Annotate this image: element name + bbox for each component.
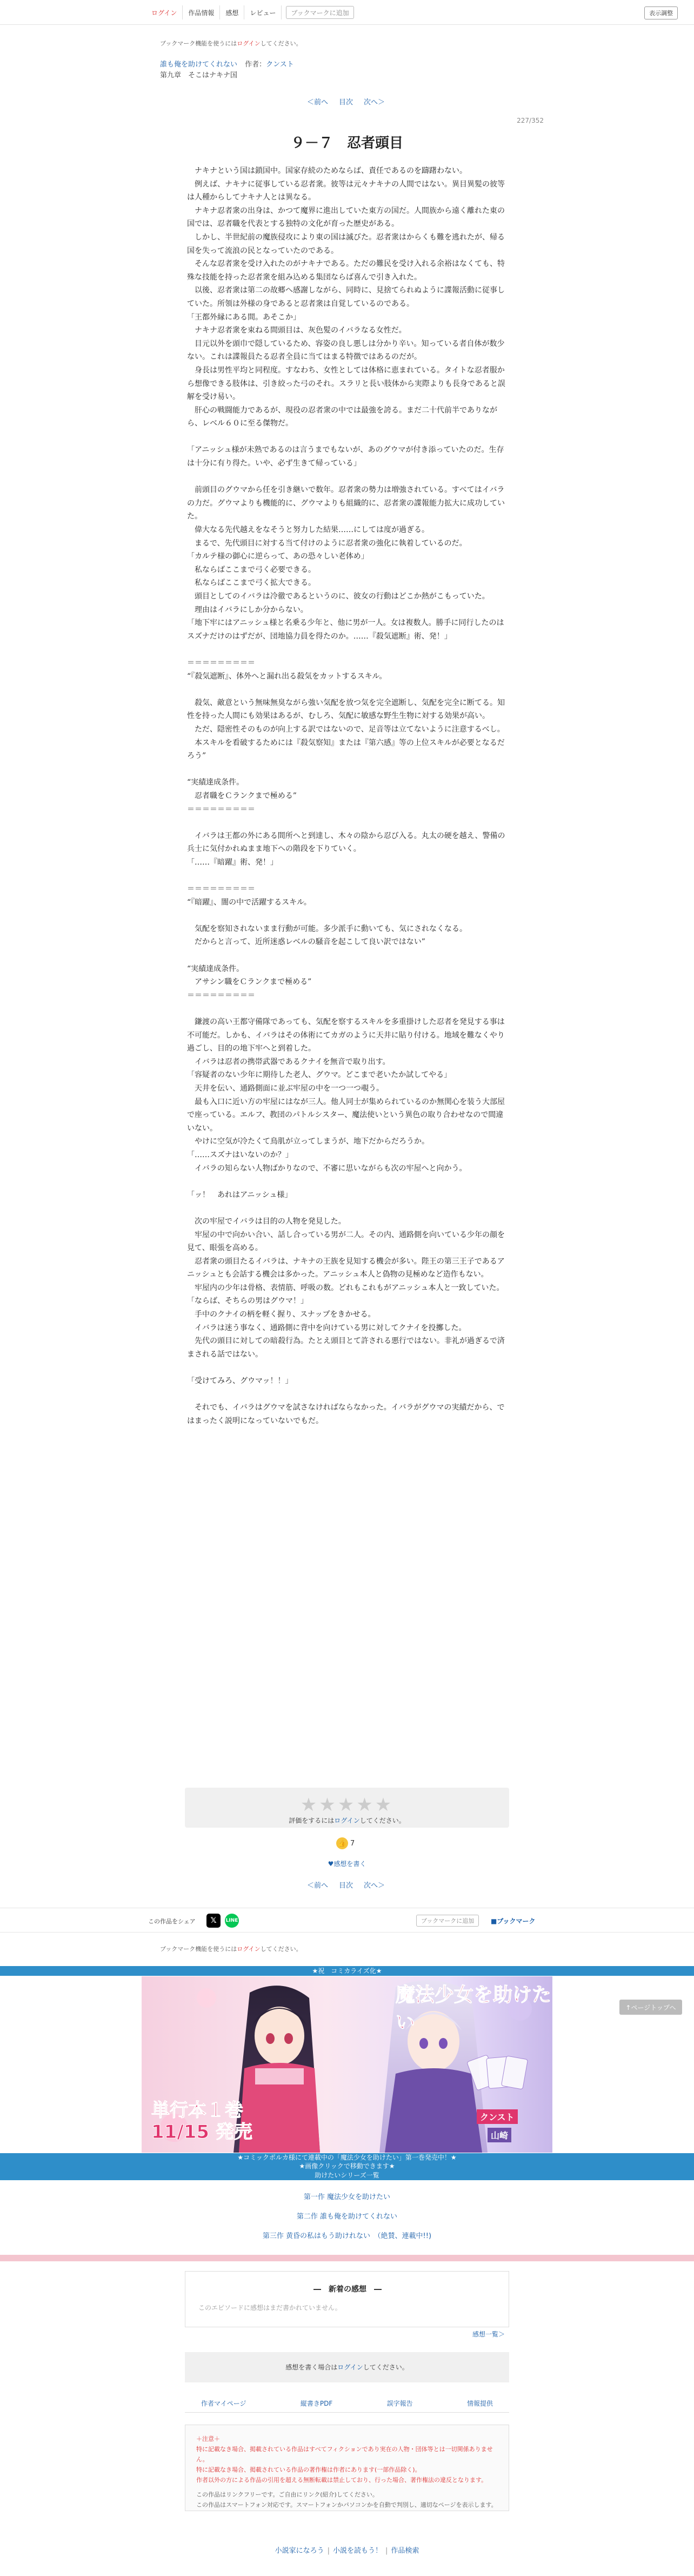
body-paragraph: 私ならばここまで弓く拡大できる。 bbox=[187, 579, 316, 588]
author-mypage-link[interactable]: 作者マイページ bbox=[201, 2400, 246, 2407]
bookmark-link[interactable]: ■ブックマーク bbox=[491, 1917, 536, 1925]
share-label: この作品をシェア bbox=[148, 1918, 196, 1925]
body-paragraph: 「……スズナはいないのか？」 bbox=[187, 1150, 293, 1159]
page-top-button[interactable]: ↑ページトップへ bbox=[619, 2000, 682, 2015]
body-paragraph: 「容疑者のない少年に期待した老人、グウマ。どこまで老いたか試してやる」 bbox=[187, 1071, 452, 1080]
body-paragraph bbox=[187, 816, 507, 829]
body-paragraph: 次の牢屋でイバラは目的の人物を発見した。 bbox=[187, 1217, 346, 1226]
rating-box bbox=[185, 1788, 509, 1828]
impressions-title: ― 新着の感想 ― bbox=[313, 2285, 382, 2294]
body-paragraph bbox=[187, 1175, 507, 1189]
impressions-box bbox=[185, 2271, 509, 2327]
tab-login[interactable]: ログイン bbox=[146, 5, 183, 19]
body-paragraph: 牢屋の中で向かい合い、話し合っている男が二人。その内、通路側を向いている少年の顔を見て、眼張を高める。 bbox=[187, 1230, 505, 1253]
body-paragraph: ナキナという国は鎖国中。国家存続のためならば、責任であるのを躊躇わない。 bbox=[187, 167, 467, 175]
series-info bbox=[160, 58, 294, 69]
body-paragraph: 鎌渡の高い王都守備隊であっても、気配を察するスキルを多重掛けした忍者を発見する事は不可能だ。しかも、イバラはその体術にてカガのように天井に貼り付ける。地域を難なくやり過ごし、目的の地下牢へと到着した。 bbox=[187, 1018, 505, 1053]
vertical-pdf-link[interactable]: 縦書きPDF bbox=[300, 2400, 333, 2407]
impression-login-link[interactable]: ログイン bbox=[337, 2363, 363, 2371]
rating-note bbox=[185, 1816, 509, 1825]
body-paragraph bbox=[187, 909, 507, 922]
caution-line: この作品はリンクフリーです。ご自由にリンク(紹介)してください。 bbox=[196, 2491, 378, 2498]
page-number: 227/352 bbox=[517, 117, 544, 124]
separator: | bbox=[385, 2547, 388, 2555]
series-item bbox=[0, 2230, 694, 2240]
body-paragraph bbox=[187, 643, 507, 656]
tab-reviews[interactable]: レビュー bbox=[244, 5, 282, 19]
body-paragraph: 天井を伝い、通路側面に並ぶ牢屋の中を一つ一つ覗う。 bbox=[187, 1084, 384, 1093]
next-link-bottom[interactable]: 次へ＞ bbox=[364, 1882, 385, 1890]
prev-link-bottom[interactable]: ＜前へ bbox=[307, 1882, 329, 1890]
body-paragraph: 「地下牢にはアニッシュ様と名乗る少年と、他に男が一人。女は複数人。勝手に同行したのはスズナだけのはずだが、団地協力員を得たのか。……『殺気遮断』術、発！」 bbox=[187, 619, 504, 641]
impressions-empty-text: このエピソードに感想はまだ書かれていません。 bbox=[198, 2304, 342, 2312]
separator: | bbox=[327, 2547, 330, 2555]
body-paragraph: 本スキルを看破するためには『殺気察知』または『第六感』等の上位スキルが必要となるだろう” bbox=[187, 738, 505, 761]
body-paragraph: イバラの知らない人物ばかりなので、不審に思いながらも次の牢屋へと向かう。 bbox=[187, 1164, 467, 1173]
caution-head: ＋注意＋ bbox=[196, 2435, 220, 2442]
body-paragraph: ただ、隠密性そのものが向上する訳ではないので、足音等は立てないように注意するべし。 bbox=[187, 725, 505, 734]
rating-note-prefix: 評価をするには bbox=[289, 1817, 335, 1824]
body-paragraph bbox=[187, 1388, 507, 1402]
body-paragraph: だからと言って、近所迷惑レベルの騒音を起こして良い訳ではない” bbox=[187, 938, 425, 947]
body-paragraph: 前頭目のグウマから任を引き継いで数年。忍者衆の勢力は増強されている。すべてはイバラの力だ。グウマよりも機能的に、グウマよりも組織的に、忍者衆の諜報能力拡大に成功していた。 bbox=[187, 486, 505, 521]
caution-line: 特に記載なき場合、掲載されている作品の著作権は作者にあります(一部作品除く)。 bbox=[196, 2466, 421, 2473]
body-paragraph bbox=[187, 1361, 507, 1375]
bookmark-notice-bottom-text: ブックマーク機能を使うには bbox=[160, 1946, 237, 1953]
bookmark-notice-text: ブックマーク機能を使うには bbox=[160, 40, 237, 47]
line-share-icon[interactable]: LINE bbox=[225, 1914, 239, 1928]
pager-top bbox=[307, 96, 385, 107]
body-paragraph: 偉大なる先代越えをなそうと努力した結果……にしては度が過ぎる。 bbox=[187, 526, 429, 535]
body-paragraph: “『暗躍』、闇の中で活躍するスキル。 bbox=[187, 898, 311, 907]
body-paragraph: イバラは忍者の携帯武器であるクナイを無音で取り出す。 bbox=[187, 1057, 390, 1066]
body-paragraph: 最も入口に近い方の牢屋にはなが三人。他人同士が集められているのか無関心を装う大部屋で座っている。エルフ、教団のパトルシスター、魔法使いという異色の取り合わせなので間違いない。 bbox=[187, 1097, 505, 1133]
prev-link[interactable]: ＜前へ bbox=[307, 98, 329, 107]
novel-body bbox=[187, 164, 507, 1428]
banner-artist: 山崎 bbox=[488, 2128, 511, 2142]
body-paragraph: そんな忍者衆を受け入れたのがナキナである。ただの難民を受け入れる余裕はなくても、特殊な技能を持った忍者衆を組み込める集団ならば喜んで引き入れた。 bbox=[187, 260, 505, 282]
body-paragraph: 頭目としてのイバラは冷徹であるというのに、彼女の行動はどこか熱がこもっていた。 bbox=[187, 592, 490, 601]
impression-write-prefix: 感想を書く場合は bbox=[285, 2363, 338, 2371]
bookmark-add-button-bottom[interactable]: ブックマークに追加 bbox=[416, 1915, 479, 1927]
body-paragraph: 手中のクナイの柄を軽く握り、スナップをきかせる。 bbox=[187, 1310, 376, 1319]
banner-caption-click: ★画像クリックで移動できます★ bbox=[0, 2162, 694, 2170]
impression-write-suffix: してください。 bbox=[363, 2363, 409, 2371]
like-count: 7 bbox=[350, 1839, 355, 1848]
bookmark-notice-bottom-login-link[interactable]: ログイン bbox=[237, 1946, 261, 1953]
impressions-all-link[interactable]: 感想一覧＞ bbox=[472, 2331, 505, 2338]
series-link-2[interactable]: 第二作 誰も俺を助けてくれない bbox=[296, 2213, 398, 2221]
body-paragraph: 私ならばここまで弓く必要できる。 bbox=[187, 565, 316, 574]
body-paragraph: 「王都外縁にある間。あそこか」 bbox=[187, 313, 301, 322]
rating-note-suffix: してください。 bbox=[359, 1817, 405, 1824]
series-title-link[interactable]: 誰も俺を助けてくれない bbox=[160, 61, 238, 69]
bookmark-notice-bottom-suffix: してください。 bbox=[260, 1946, 302, 1953]
caution-line: 作者以外の方による作品の引用を超える無断転載は禁止しており、行った場合、著作権法の違反となります。 bbox=[196, 2477, 488, 2484]
banner-author: クンスト bbox=[477, 2109, 518, 2124]
body-paragraph: “実績達成条件。 bbox=[187, 964, 244, 973]
banner-caption: ★コミックポルカ様にて連載中の「魔法少女を助けたい」第一巻発売中！★ bbox=[0, 2153, 694, 2162]
site-link-narou[interactable]: 小説家になろう bbox=[275, 2547, 324, 2555]
episode-title: ９－７ 忍者頭目 bbox=[290, 135, 403, 151]
caution-line: この作品はスマートフォン対応です。スマートフォンかパソコンかを自動で判別し、適切なページを表示します。 bbox=[196, 2501, 497, 2508]
body-paragraph: ＝＝＝＝＝＝＝＝＝ bbox=[187, 885, 255, 894]
bookmark-notice-suffix: してください。 bbox=[260, 40, 302, 47]
body-paragraph: イバラは王都の外にある間所へと到達し、木々の陰から忍び入る。丸太の硬を越え、警備の兵士に気付かれぬまま地下への階段を下りていく。 bbox=[187, 831, 505, 854]
rating-stars[interactable]: ★★★★★ bbox=[300, 1794, 394, 1816]
body-paragraph: しかし、半世紀前の魔族侵攻により東の国は滅びた。忍者衆はからくも難を逃れたが、帰る国を失って流浪の民となっていたのである。 bbox=[187, 233, 505, 255]
typo-report-link[interactable]: 誤字報告 bbox=[386, 2400, 413, 2407]
header-tabs bbox=[146, 5, 354, 19]
review-link-wrap bbox=[0, 1859, 694, 1868]
series-item bbox=[0, 2191, 694, 2201]
body-paragraph: 先代の頭目に対しての暗殺行為。たとえ頭目とて許される悪行ではない。非礼が過ぎるで済まされる話ではない。 bbox=[187, 1337, 505, 1359]
series-link-3[interactable]: 第三作 黄昏の私はもう助けれない （絶賛、連載中!!) bbox=[262, 2232, 432, 2240]
tab-impressions[interactable]: 感想 bbox=[220, 5, 244, 19]
comic-banner[interactable] bbox=[142, 1976, 552, 2153]
body-paragraph: 身長は男性平均と同程度。すなわち、女性としては体格に恵まれている。タイトな忍者服から想像できる肢体は、引き絞った弓のそれ。スラリと長い肢体から実際よりも長身であると誤解を受け易い。 bbox=[187, 366, 505, 402]
body-paragraph: 「カルテ様の御心に逆らって、あの恐々しい老体め」 bbox=[187, 552, 369, 561]
write-impression-link[interactable]: ♥感想を書く bbox=[328, 1860, 366, 1868]
body-paragraph: 「ならば、そちらの男はグウマ！」 bbox=[187, 1297, 308, 1306]
body-paragraph bbox=[187, 470, 507, 484]
body-paragraph: 殺気、敵意という無味無臭ながら強い気配を放つ気を完全遮断し、気配を完全に断てる。知性を持った人間にも効果はあるが、むしろ、気配に敏感な野生生物に対する効果が高い。 bbox=[187, 698, 505, 721]
body-paragraph: 「受けてみろ、グウマッ！！」 bbox=[187, 1377, 293, 1386]
index-link[interactable]: 目次 bbox=[339, 98, 353, 107]
display-settings-button[interactable]: 表示調整 bbox=[644, 6, 678, 19]
body-paragraph bbox=[187, 430, 507, 444]
site-link-yomou[interactable]: 小説を読もう！ bbox=[332, 2547, 382, 2555]
body-paragraph: “『殺気遮断』、体外へと漏れ出る殺気をカットするスキル。 bbox=[187, 672, 387, 681]
rating-login-link[interactable]: ログイン bbox=[334, 1817, 360, 1824]
body-paragraph: 気配を察知されないまま行動が可能。多少派手に動いても、気にされなくなる。 bbox=[187, 924, 467, 933]
next-link[interactable]: 次へ＞ bbox=[364, 98, 385, 107]
banner-title: 魔法少女を助けたい bbox=[396, 1984, 552, 2034]
body-paragraph: やけに空気が冷たくて鳥肌が立ってしまうが、地下だからだろうか。 bbox=[187, 1137, 429, 1146]
bookmark-notice-login-link[interactable]: ログイン bbox=[237, 40, 261, 47]
caution-box bbox=[185, 2425, 509, 2511]
share-bar bbox=[0, 1908, 694, 1933]
body-paragraph: 「ッ！ あれはアニッシュ様」 bbox=[187, 1190, 292, 1199]
body-paragraph bbox=[187, 869, 507, 882]
tab-novel-info[interactable]: 作品情報 bbox=[183, 5, 220, 19]
bottom-site-links bbox=[0, 2545, 694, 2555]
chapter-name: 第九章 そこはナキナ国 bbox=[160, 71, 238, 79]
bookmark-notice-bottom bbox=[160, 1944, 302, 1953]
body-paragraph: 例えば、ナキナに従事している忍者衆。彼等は元々ナキナの人間ではない。異目異髪の彼等は人種からしてナキナ人とは異なる。 bbox=[187, 180, 505, 202]
author-label: 作者： bbox=[245, 61, 266, 69]
body-paragraph: 目元以外を頭巾で隠しているため、容姿の良し悪しは分かり辛い。知っている者自体が数少ない。これは諜報員たる忍者全員に当てはまる特徴ではあるのだが。 bbox=[187, 339, 505, 362]
banner-release: 単行本１巻 11/15 発売 bbox=[151, 2100, 252, 2143]
pink-divider bbox=[0, 2255, 694, 2261]
like-button[interactable] bbox=[336, 1837, 355, 1849]
body-paragraph: “実績達成条件。 bbox=[187, 778, 244, 787]
bookmark-notice bbox=[160, 39, 302, 48]
body-paragraph: ＝＝＝＝＝＝＝＝＝ bbox=[187, 658, 255, 667]
pager-bottom bbox=[307, 1880, 385, 1890]
body-paragraph: ナキナ忍者衆を束ねる間頭目は、灰色髪のイバラなる女性だ。 bbox=[187, 326, 406, 335]
thumbs-up-icon: 👍 bbox=[336, 1837, 348, 1849]
series-item bbox=[0, 2210, 694, 2221]
x-share-icon[interactable]: 𝕏 bbox=[206, 1914, 221, 1928]
body-paragraph bbox=[187, 683, 507, 696]
body-paragraph bbox=[187, 949, 507, 962]
comicalize-label: ★祝 コミカライズ化★ bbox=[0, 1966, 694, 1976]
body-paragraph: アサシン職をＣランクまで極める” bbox=[187, 978, 312, 987]
body-paragraph: イバラは迷う事なく、通路側に背中を向けている男に対してクナイを投擲した。 bbox=[187, 1323, 466, 1332]
caution-line: 特に記載なき場合、掲載されている作品はすべてフィクションであり実在の人物・団体等とは一切関係ありません。 bbox=[196, 2446, 493, 2463]
body-paragraph: 理由はイバラにしか分からない。 bbox=[187, 605, 308, 614]
body-paragraph: 牢屋内の少年は骨格、表情筋、呼吸の数。どれもこれもがアニッシュ本人と一致していた。 bbox=[187, 1283, 504, 1292]
site-link-search[interactable]: 作品検索 bbox=[391, 2547, 419, 2555]
body-paragraph: ＝＝＝＝＝＝＝＝＝ bbox=[187, 991, 255, 1000]
body-paragraph bbox=[187, 763, 507, 776]
body-paragraph bbox=[187, 1201, 507, 1215]
body-paragraph: 忍者職をＣランクまで極める” bbox=[187, 791, 297, 800]
series-list-heading: 助けたいシリーズ一覧 bbox=[0, 2170, 694, 2180]
body-paragraph: ＝＝＝＝＝＝＝＝＝ bbox=[187, 805, 255, 814]
impression-write-box bbox=[185, 2352, 509, 2382]
info-provide-link[interactable]: 情報提供 bbox=[466, 2400, 493, 2407]
body-paragraph: まるで、先代頭目に対する当て付けのように忍者衆の強化に執着しているのだ。 bbox=[187, 539, 467, 548]
bookmark-add-button[interactable]: ブックマークに追加 bbox=[286, 6, 353, 19]
body-paragraph: 「……『暗躍』術、発！」 bbox=[187, 858, 278, 867]
body-paragraph: ナキナ忍者衆の出身は、かつて魔界に進出していた東方の国だ。人間族から遠く離れた東の国では、忍者職を代表とする独特の文化が育った歴史がある。 bbox=[187, 206, 505, 229]
body-paragraph: 以後、忍者衆は第二の故郷へ感謝しながら、同時に、見捨てられぬように諜報活動に従事していた。所領は外様の身であると忍者衆は自覚しているのである。 bbox=[187, 286, 505, 308]
body-paragraph: 「アニッシュ様が未熟であるのは言うまでもないが、あのグウマが付き添っていたのだ。生存は十分に有り得た。いや、必ず生きて帰っている」 bbox=[187, 446, 504, 468]
index-link-bottom[interactable]: 目次 bbox=[339, 1882, 353, 1890]
top-header bbox=[0, 0, 694, 25]
author-link[interactable]: クンスト bbox=[266, 61, 294, 69]
body-paragraph: 肝心の戦闘能力であるが、現役の忍者衆の中では最強を誇る。まだ二十代前半でありながら、レベル６０に至る傑物だ。 bbox=[187, 406, 497, 428]
footer-links bbox=[185, 2399, 509, 2413]
body-paragraph: 忍者衆の頭目たるイバラは、ナキナの王族を見知する機会が多い。陛王の第三王子であるアニッシュとも会話する機会は多かった。アニッシュ本人と偽物の見極めなど造作もない。 bbox=[187, 1257, 505, 1279]
body-paragraph: それでも、イバラはグウマを試さなければならなかった。イバラがグウマの実績だから、ではまったく説明になっていないでもだ。 bbox=[187, 1403, 505, 1425]
body-paragraph bbox=[187, 1002, 507, 1015]
series-link-1[interactable]: 第一作 魔法少女を助けたい bbox=[303, 2193, 391, 2201]
